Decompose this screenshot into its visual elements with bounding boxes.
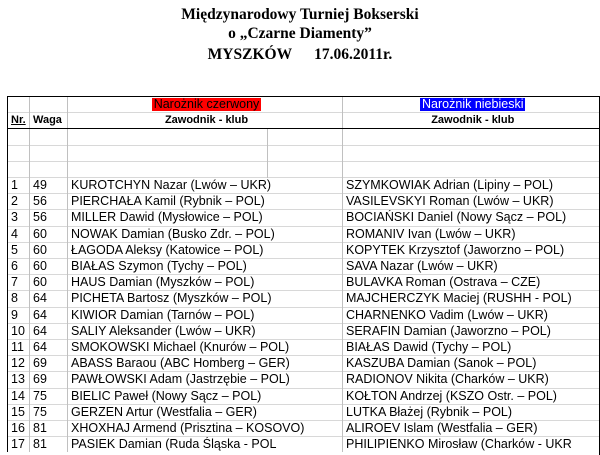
blue-corner-fighter: KOŁTON Andrzej (KSZO Ostr. – POL): [343, 388, 600, 404]
weight-class: 49: [30, 177, 68, 193]
weight-class: 60: [30, 258, 68, 274]
blue-corner-fighter: RADIONOV Nikita (Charków – UKR): [343, 372, 600, 388]
fight-row: [8, 437, 600, 453]
weight-class: 56: [30, 194, 68, 210]
blue-corner-fighter: KASZUBA Damian (Sanok – POL): [343, 356, 600, 372]
header-row-corners: [8, 97, 600, 113]
fight-row: [8, 275, 600, 291]
event-date: 17.06.2011r.: [314, 46, 393, 63]
red-corner-fighter: PAWŁOWSKI Adam (Jastrzębie – POL): [68, 372, 343, 388]
blue-corner-fighter: BULAVKA Roman (Ostrava – CZE): [343, 275, 600, 291]
fight-row: [8, 340, 600, 356]
weight-class: 81: [30, 421, 68, 437]
fight-number: 12: [8, 356, 30, 372]
tournament-subtitle: o „Czarne Diamenty”: [228, 25, 372, 42]
fight-number: 4: [8, 226, 30, 242]
red-corner-fighter: SALIY Aleksander (Lwów – UKR): [68, 323, 343, 339]
weight-class: 75: [30, 388, 68, 404]
fight-number: 11: [8, 340, 30, 356]
fight-number: 3: [8, 210, 30, 226]
nr-column-header: Nr.: [8, 113, 30, 129]
fight-row: [8, 372, 600, 388]
fight-number: 2: [8, 194, 30, 210]
red-corner-header: Narożnik czerwony: [153, 97, 260, 111]
weight-class: 75: [30, 404, 68, 420]
red-corner-fighter: MILLER Dawid (Mysłowice – POL): [68, 210, 343, 226]
red-corner-fighter: XHOXHAJ Armend (Prisztina – KOSOVO): [68, 421, 343, 437]
fight-row: [8, 177, 600, 193]
fight-number: 1: [8, 177, 30, 193]
fight-number: 8: [8, 291, 30, 307]
spacer-row: [8, 161, 600, 177]
blue-fighter-club-header: Zawodnik - klub: [343, 113, 600, 129]
fight-number: 7: [8, 275, 30, 291]
blue-corner-fighter: KOPYTEK Krzysztof (Jaworzno – POL): [343, 242, 600, 258]
fight-row: [8, 291, 600, 307]
weight-class: 64: [30, 307, 68, 323]
red-corner-fighter: SMOKOWSKI Michael (Knurów – POL): [68, 340, 343, 356]
red-corner-fighter: PICHETA Bartosz (Myszków – POL): [68, 291, 343, 307]
fight-card-table: [7, 96, 600, 452]
weight-class: 64: [30, 291, 68, 307]
weight-class: 60: [30, 275, 68, 291]
blue-corner-fighter: ALIROEV Islam (Westfalia – GER): [343, 421, 600, 437]
blue-corner-fighter: SZYMKOWIAK Adrian (Lipiny – POL): [343, 177, 600, 193]
fight-row: [8, 307, 600, 323]
fight-row: [8, 388, 600, 404]
blue-corner-fighter: LUTKA Błażej (Rybnik – POL): [343, 404, 600, 420]
fight-row: [8, 210, 600, 226]
weight-class: 56: [30, 210, 68, 226]
blue-corner-fighter: SERAFIN Damian (Jaworzno – POL): [343, 323, 600, 339]
weight-class: 60: [30, 226, 68, 242]
fight-number: 14: [8, 388, 30, 404]
fight-number: 17: [8, 437, 30, 453]
tournament-location-date: [0, 46, 600, 64]
blue-corner-fighter: BOCIAŃSKI Daniel (Nowy Sącz – POL): [343, 210, 600, 226]
blue-corner-fighter: ROMANIV Ivan (Lwów – UKR): [343, 226, 600, 242]
fight-number: 5: [8, 242, 30, 258]
fight-row: [8, 356, 600, 372]
fight-row: [8, 404, 600, 420]
fight-row: [8, 194, 600, 210]
blue-corner-fighter: CHARNENKO Vadim (Lwów – UKR): [343, 307, 600, 323]
weight-column-header: Waga: [30, 113, 68, 129]
weight-class: 60: [30, 242, 68, 258]
weight-class: 64: [30, 340, 68, 356]
fight-number: 6: [8, 258, 30, 274]
red-corner-fighter: KUROTCHYN Nazar (Lwów – UKR): [68, 177, 343, 193]
red-corner-fighter: BIELIC Paweł (Nowy Sącz – POL): [68, 388, 343, 404]
city-name: MYSZKÓW: [207, 46, 293, 63]
red-corner-fighter: GERZEN Artur (Westfalia – GER): [68, 404, 343, 420]
fight-number: 15: [8, 404, 30, 420]
blue-corner-fighter: VASILEVSKYI Roman (Lwów – UKR): [343, 194, 600, 210]
red-corner-fighter: KIWIOR Damian (Tarnów – POL): [68, 307, 343, 323]
red-fighter-club-header: Zawodnik - klub: [68, 113, 343, 129]
fight-row: [8, 323, 600, 339]
red-corner-fighter: PIERCHAŁA Kamil (Rybnik – POL): [68, 194, 343, 210]
red-corner-fighter: NOWAK Damian (Busko Zdr. – POL): [68, 226, 343, 242]
fight-row: [8, 226, 600, 242]
blue-corner-fighter: MAJCHERCZYK Maciej (RUSHH - POL): [343, 291, 600, 307]
fight-number: 13: [8, 372, 30, 388]
spacer-row: [8, 129, 600, 145]
red-corner-fighter: BIAŁAS Szymon (Tychy – POL): [68, 258, 343, 274]
fight-number: 10: [8, 323, 30, 339]
red-corner-fighter: ABASS Baraou (ABC Homberg – GER): [68, 356, 343, 372]
blue-corner-fighter: BIAŁAS Dawid (Tychy – POL): [343, 340, 600, 356]
blue-corner-header: Narożnik niebieski: [422, 97, 524, 111]
fight-row: [8, 421, 600, 437]
blue-corner-fighter: PHILIPIENKO Mirosław (Charków - UKR: [343, 437, 600, 453]
fight-number: 16: [8, 421, 30, 437]
header-row-columns: [8, 113, 600, 129]
weight-class: 81: [30, 437, 68, 453]
weight-class: 64: [30, 323, 68, 339]
red-corner-fighter: ŁAGODA Aleksy (Katowice – POL): [68, 242, 343, 258]
red-corner-fighter: PASIEK Damian (Ruda Śląska - POL: [68, 437, 343, 453]
tournament-title: Międzynarodowy Turniej Bokserski: [181, 6, 419, 23]
fight-number: 9: [8, 307, 30, 323]
weight-class: 69: [30, 372, 68, 388]
weight-class: 69: [30, 356, 68, 372]
spacer-row: [8, 145, 600, 161]
blue-corner-fighter: SAVA Nazar (Lwów – UKR): [343, 258, 600, 274]
red-corner-fighter: HAUS Damian (Myszków – POL): [68, 275, 343, 291]
fight-row: [8, 242, 600, 258]
fight-row: [8, 258, 600, 274]
